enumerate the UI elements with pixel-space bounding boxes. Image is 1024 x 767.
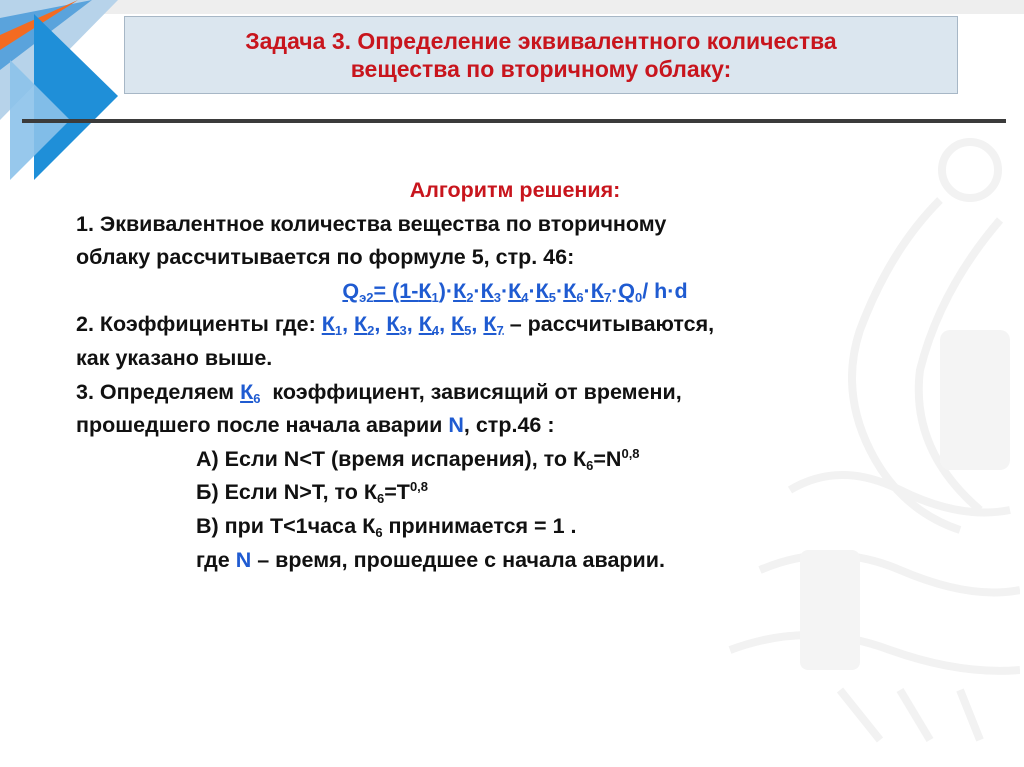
title-divider bbox=[22, 119, 1006, 123]
formula: $Q_{э2}= (1-К_1)\cdot К_2\cdot К_3\cdot К_4\cdot К_5\cdot К_6\cdot К_7\cdot Q_0/$ h·d bbox=[342, 278, 688, 305]
title-box bbox=[124, 16, 958, 94]
case-c: В) при T<1часа $К_6$ принимается = 1 . bbox=[196, 513, 577, 540]
case-a: А) Если N<T (время испарения), то $К_6=N^{0,8}$ bbox=[196, 445, 640, 473]
step1-line1: 1. Эквивалентное количества вещества по вторичному bbox=[76, 211, 667, 236]
title-line-2: вещества по вторичному облаку: bbox=[350, 56, 732, 82]
step2-line2: как указано выше. bbox=[76, 345, 273, 370]
top-strip bbox=[0, 0, 1024, 14]
step1-line2: облаку рассчитывается по формуле 5, стр. 46: bbox=[76, 245, 575, 270]
content-body bbox=[76, 174, 954, 577]
note-n: где N – время, прошедшее с начала аварии. bbox=[196, 547, 665, 572]
corner-triangle-decoration bbox=[0, 0, 128, 190]
step2-line1: 2. Коэффициенты где: $К_1$, $К_2$, $К_3$, $К_4$, $К_5$, $К_7$ – рассчитываются, bbox=[76, 312, 715, 339]
step3-line1: 3. Определяем $К_6$ коэффициент, зависящий от времени, bbox=[76, 379, 682, 406]
title-line-1: Задача 3. Определение эквивалентного количества bbox=[245, 28, 837, 54]
case-b: Б) Если N>T, то $К_6=T^{0,8}$ bbox=[196, 479, 429, 507]
step3-line2: прошедшего после начала аварии N, стр.46 : bbox=[76, 413, 555, 438]
algorithm-heading: Алгоритм решения: bbox=[409, 178, 621, 202]
